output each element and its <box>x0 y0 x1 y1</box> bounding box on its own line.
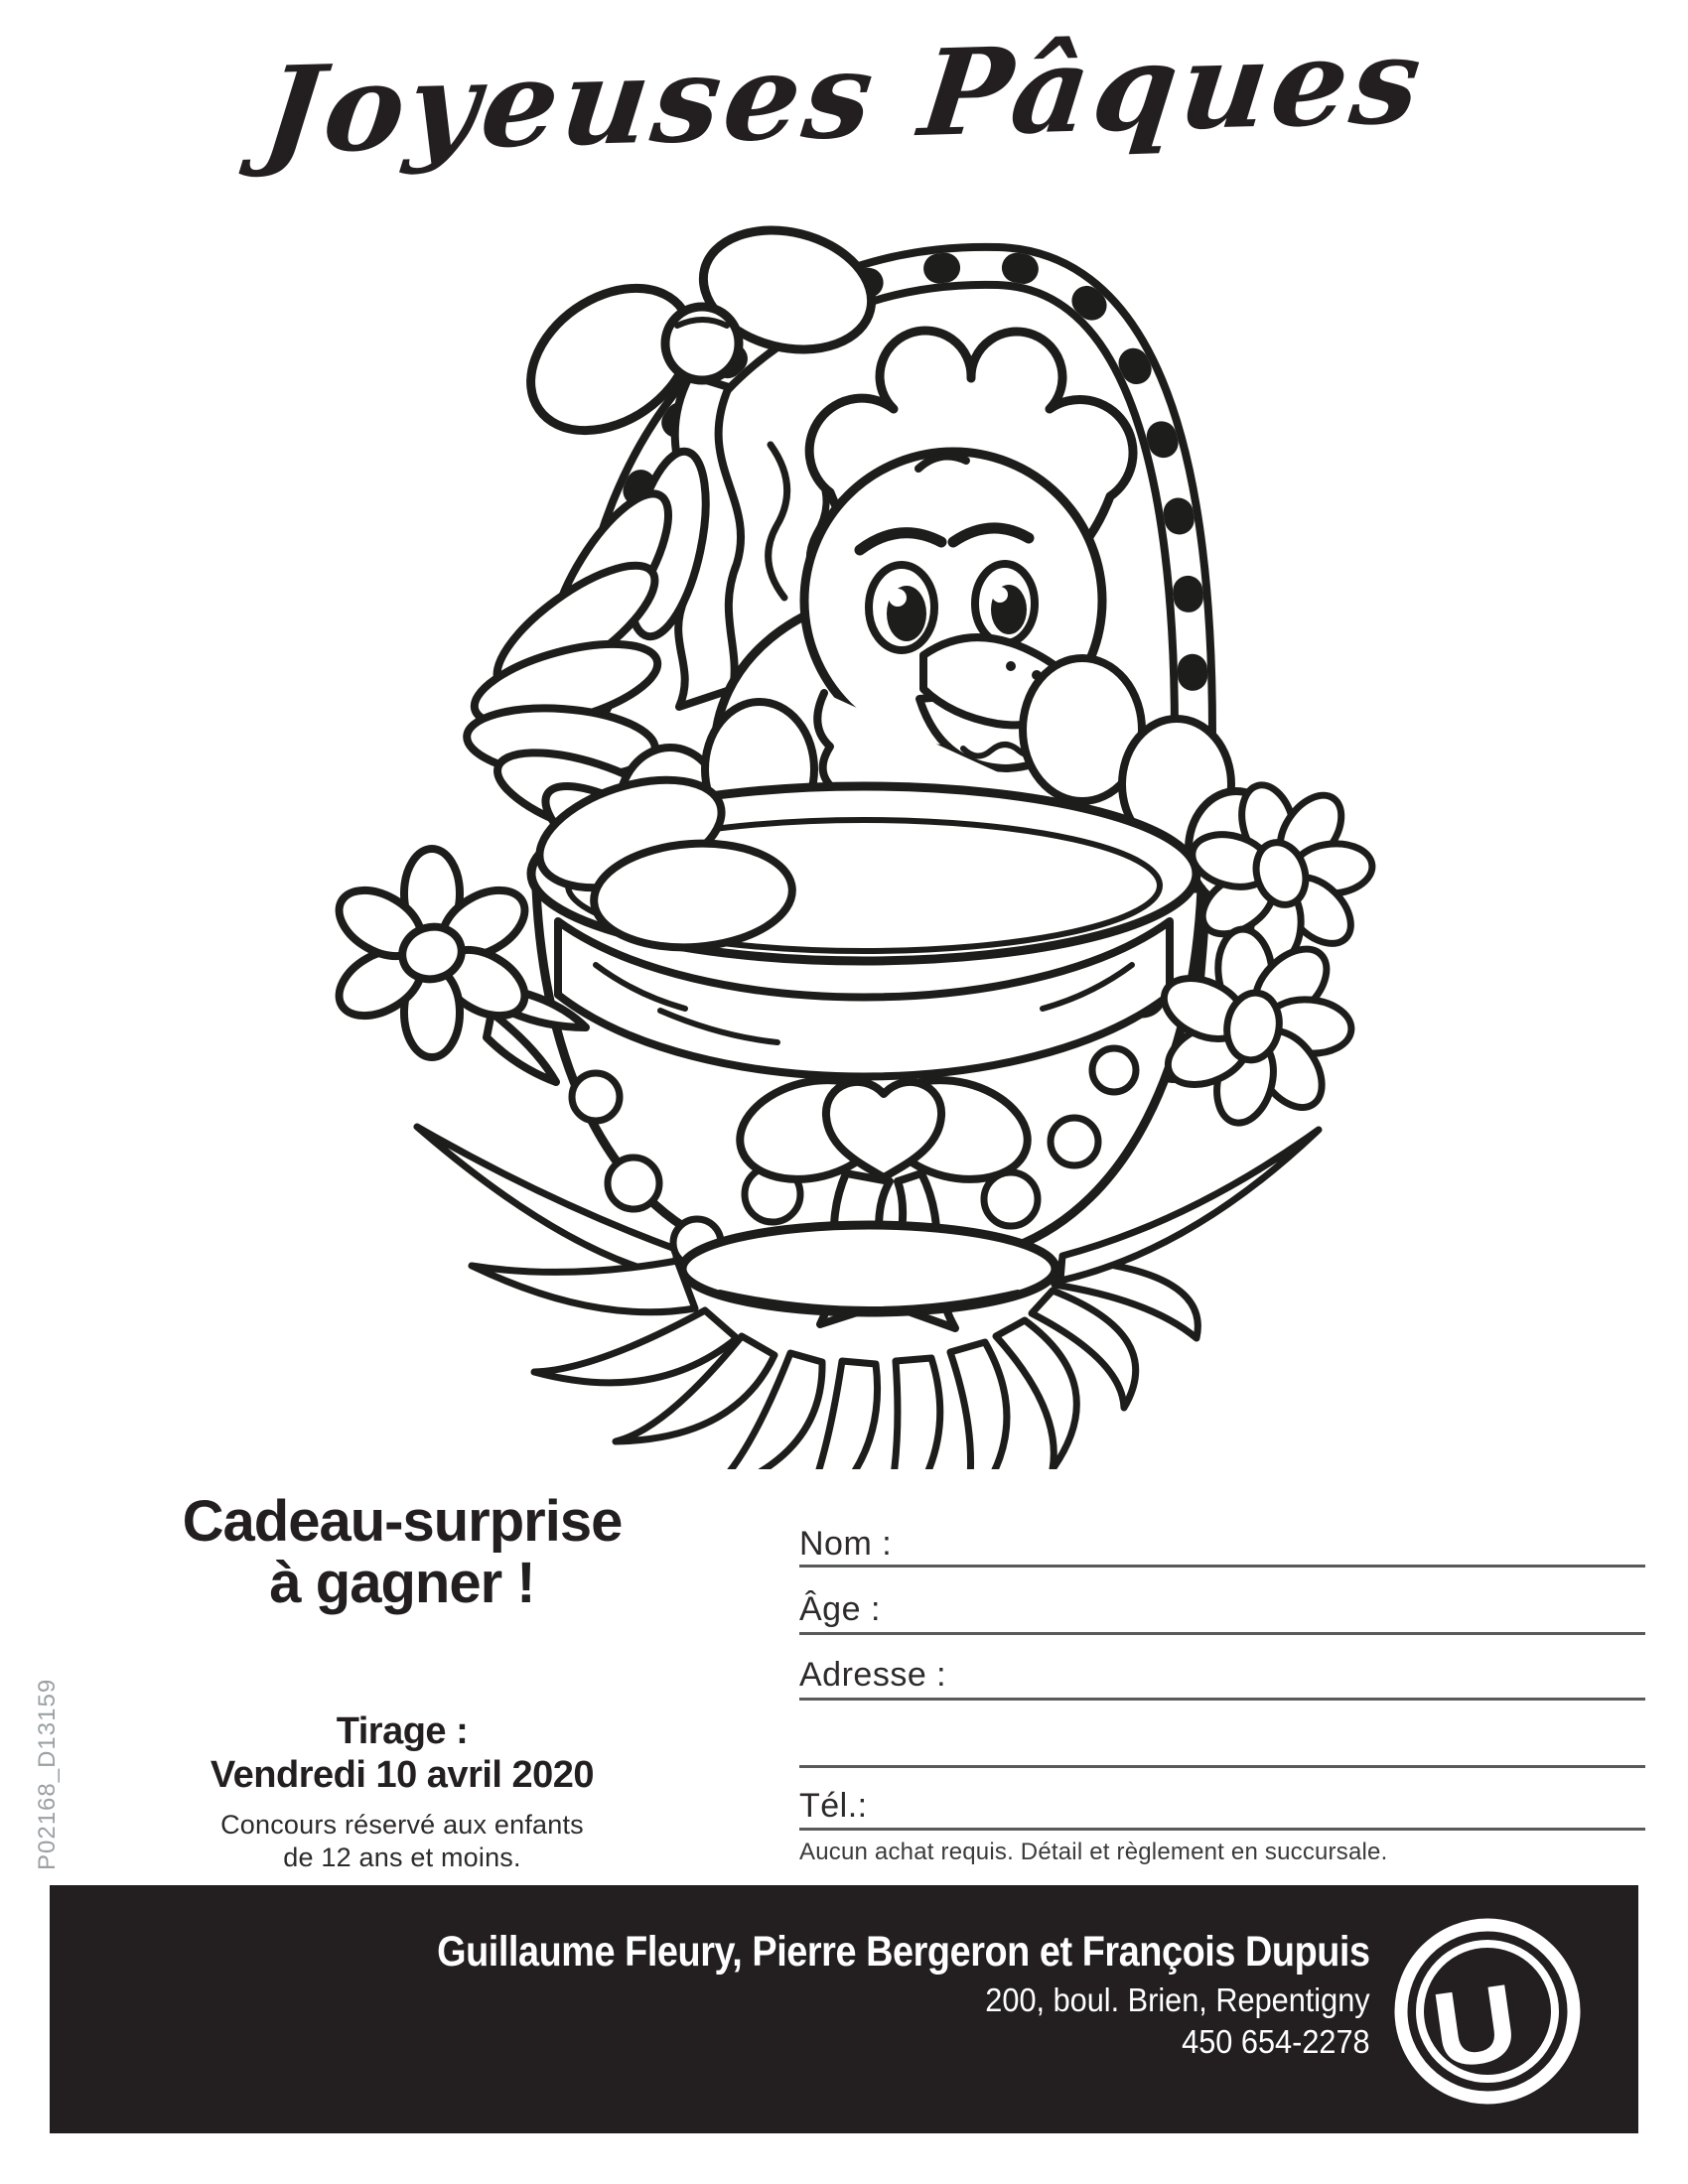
promo-headline-line1: Cadeau-surprise <box>182 1489 623 1554</box>
print-code: P02168_D13159 <box>34 1678 61 1870</box>
easter-chick-basket-illustration <box>268 149 1420 1469</box>
name-field-label: Nom : <box>799 1525 893 1563</box>
footer-owners: Guillaume Fleury, Pierre Bergeron et François Dupuis <box>437 1928 1370 1976</box>
eligibility-line2: de 12 ans et moins. <box>283 1843 521 1872</box>
eligibility-line1: Concours réservé aux enfants <box>220 1810 584 1840</box>
bowl-foot <box>682 1225 1055 1312</box>
footer-phone: 450 654-2278 <box>1182 2023 1370 2060</box>
phone-field-line <box>799 1828 1645 1831</box>
age-field-line <box>799 1632 1645 1635</box>
address-field-label: Adresse : <box>799 1656 947 1694</box>
contest-disclaimer: Aucun achat requis. Détail et règlement en succursale. <box>799 1839 1388 1865</box>
promo-headline-line2: à gagner ! <box>269 1551 535 1615</box>
eligibility-note <box>109 1809 695 1874</box>
promo-headline <box>109 1491 695 1614</box>
draw-date: Vendredi 10 avril 2020 <box>210 1754 595 1796</box>
draw-info <box>109 1709 695 1797</box>
svg-text:U: U <box>1425 1961 1525 2092</box>
name-field-line <box>799 1565 1645 1568</box>
address-field-line1 <box>799 1698 1645 1701</box>
phone-field-label: Tél.: <box>799 1787 868 1825</box>
uniprix-u-logo-icon <box>1392 1916 1583 2107</box>
footer-store-info <box>310 1924 1370 2063</box>
age-field-label: Âge : <box>799 1590 881 1628</box>
address-field-line2 <box>799 1765 1645 1768</box>
page-title: Joyeuses Pâques <box>256 10 1432 182</box>
footer-address: 200, boul. Brien, Repentigny <box>985 1981 1370 2018</box>
draw-label: Tirage : <box>336 1710 469 1752</box>
